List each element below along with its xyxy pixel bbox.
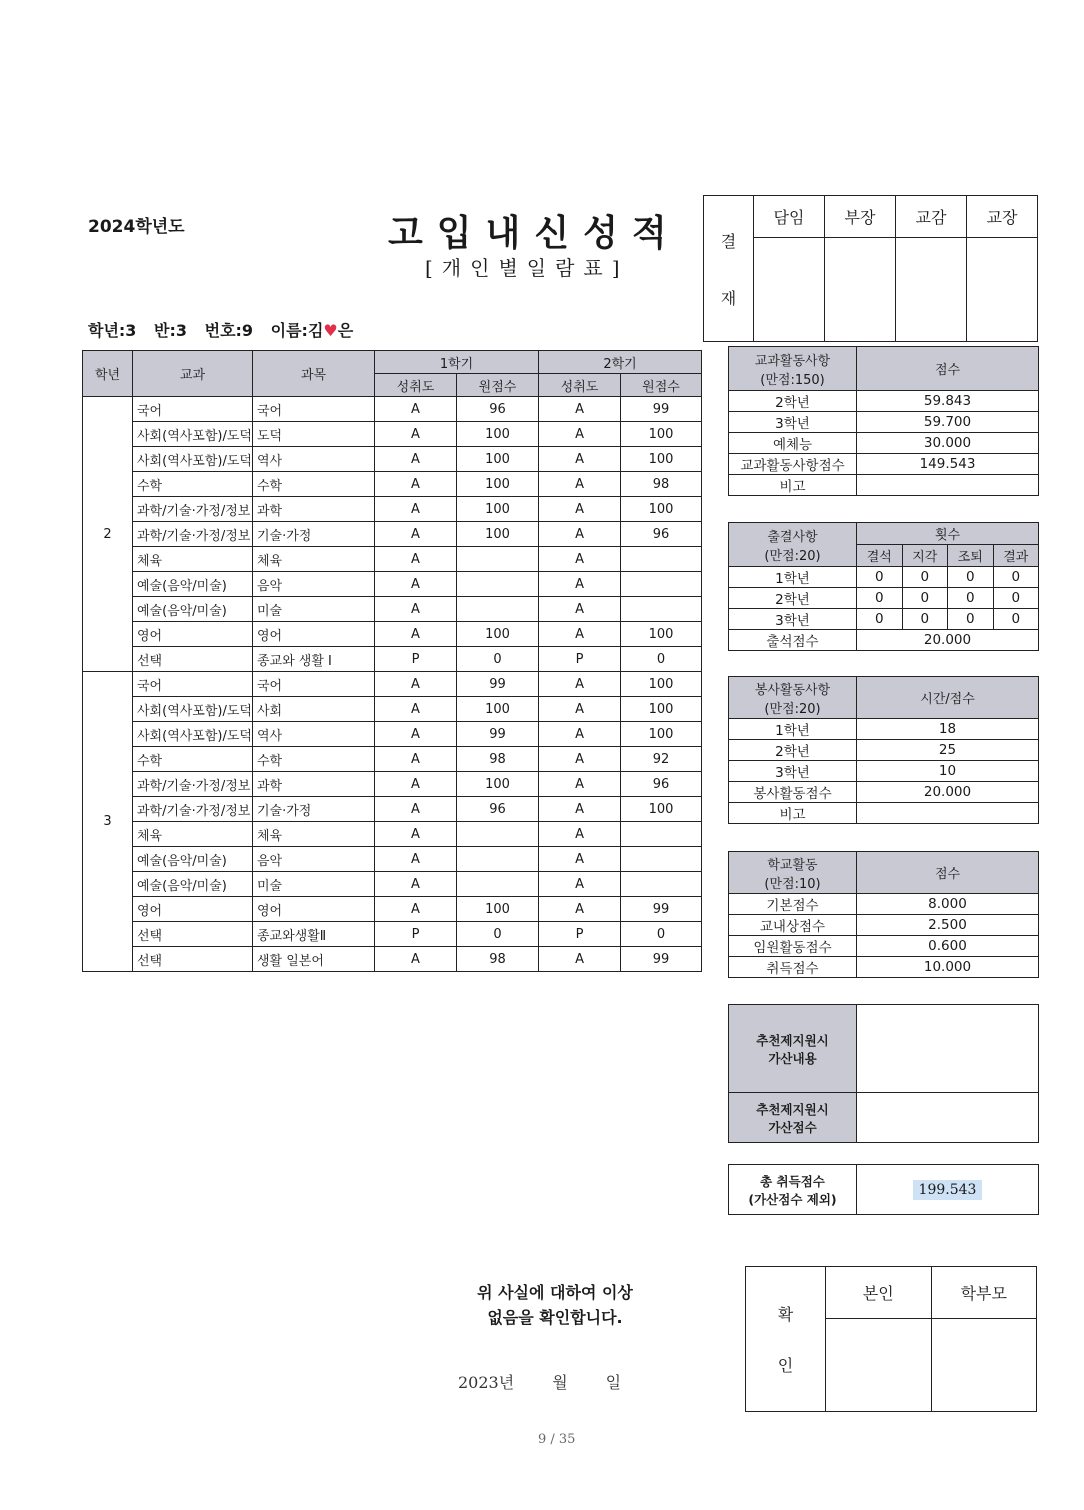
attendance-count: 0 (857, 588, 903, 609)
volunteer-row (729, 740, 1039, 761)
bonus-score-label: 추천제지원시 가산점수 (729, 1093, 857, 1143)
sem2-raw-score: 100 (621, 697, 702, 722)
attendance-count: 0 (948, 588, 994, 609)
sem2-raw-score: 99 (621, 397, 702, 422)
attendance-count: 0 (948, 609, 994, 630)
volunteer-row-value: 25 (857, 740, 1039, 761)
course: 음악 (253, 847, 375, 872)
grade-row (83, 847, 702, 872)
total-value-cell (857, 1165, 1039, 1215)
course: 영어 (253, 897, 375, 922)
school-activity-row (729, 894, 1039, 915)
course: 종교와생활Ⅱ (253, 922, 375, 947)
sem2-achievement: A (539, 672, 621, 697)
approval-role-principal: 교장 (967, 196, 1038, 238)
course: 음악 (253, 572, 375, 597)
attendance-col-absence: 결석 (857, 545, 903, 567)
sem2-raw-score: 100 (621, 422, 702, 447)
course: 기술·가정 (253, 522, 375, 547)
total-label: 총 취득점수 (가산점수 제외) (729, 1165, 857, 1215)
sem2-raw-score: 99 (621, 897, 702, 922)
sem2-achievement: A (539, 822, 621, 847)
subject-activity-row-label: 예체능 (729, 433, 857, 454)
grade-year-label: 3 (83, 672, 133, 972)
school-activity-row (729, 957, 1039, 978)
course: 체육 (253, 547, 375, 572)
sem1-raw-score: 100 (457, 772, 539, 797)
sem1-raw-score: 100 (457, 622, 539, 647)
course: 미술 (253, 872, 375, 897)
sem1-achievement: A (375, 672, 457, 697)
volunteer-row (729, 803, 1039, 824)
sem1-achievement: A (375, 497, 457, 522)
sem1-achievement: P (375, 922, 457, 947)
attendance-title: 출결사항 (만점:20) (729, 523, 857, 567)
grade-row (83, 572, 702, 597)
subject-activity-row (729, 391, 1039, 412)
subject-activity-row-label: 교과활동사항점수 (729, 454, 857, 475)
school-activity-row-value: 8.000 (857, 894, 1039, 915)
grade-row (83, 672, 702, 697)
sem1-achievement: A (375, 847, 457, 872)
sem1-achievement: P (375, 647, 457, 672)
confirmation-label: 확 인 (746, 1267, 826, 1412)
attendance-row-label: 1학년 (729, 567, 857, 588)
sem1-achievement: A (375, 797, 457, 822)
subject-group: 체육 (133, 547, 253, 572)
bonus-score-value (857, 1093, 1039, 1143)
sem1-achievement: A (375, 597, 457, 622)
school-activity-header: 점수 (857, 852, 1039, 894)
grade-row (83, 922, 702, 947)
sem1-raw-score: 96 (457, 397, 539, 422)
sem2-raw-score (621, 597, 702, 622)
volunteer-header: 시간/점수 (857, 677, 1039, 719)
school-activity-table (728, 851, 1039, 978)
sem2-raw-score: 96 (621, 522, 702, 547)
subject-activity-title: 교과활동사항 (만점:150) (729, 347, 857, 391)
subject-group: 예술(음악/미술) (133, 597, 253, 622)
sem2-raw-score (621, 572, 702, 597)
sem1-raw-score: 0 (457, 922, 539, 947)
sem1-achievement: A (375, 722, 457, 747)
volunteer-row-label: 봉사활동점수 (729, 782, 857, 803)
sem2-achievement: P (539, 922, 621, 947)
header-achievement: 성취도 (375, 374, 457, 397)
attendance-col-early-leave: 조퇴 (948, 545, 994, 567)
attendance-col-late: 지각 (902, 545, 948, 567)
sem2-raw-score (621, 822, 702, 847)
sem2-raw-score (621, 547, 702, 572)
grade-row (83, 947, 702, 972)
confirmation-box (745, 1266, 1037, 1412)
sem1-raw-score: 100 (457, 472, 539, 497)
sem1-achievement: A (375, 572, 457, 597)
school-activity-row-value: 0.600 (857, 936, 1039, 957)
subject-activity-row (729, 433, 1039, 454)
sem1-achievement: A (375, 447, 457, 472)
course: 생활 일본어 (253, 947, 375, 972)
grade-row (83, 647, 702, 672)
attendance-count-header: 횟수 (857, 523, 1039, 545)
course: 미술 (253, 597, 375, 622)
volunteer-row (729, 719, 1039, 740)
sem2-achievement: A (539, 797, 621, 822)
sem2-achievement: A (539, 722, 621, 747)
sem2-achievement: A (539, 597, 621, 622)
subject-group: 선택 (133, 922, 253, 947)
sem2-achievement: A (539, 697, 621, 722)
sem1-achievement: A (375, 822, 457, 847)
sem2-achievement: A (539, 947, 621, 972)
student-class: 반:3 (154, 321, 188, 340)
subject-group: 영어 (133, 622, 253, 647)
school-activity-row-label: 임원활동점수 (729, 936, 857, 957)
subject-group: 과학/기술·가정/정보 (133, 772, 253, 797)
sem2-raw-score: 100 (621, 722, 702, 747)
header-achievement: 성취도 (539, 374, 621, 397)
volunteer-row (729, 761, 1039, 782)
grade-row (83, 497, 702, 522)
sem1-raw-score: 100 (457, 697, 539, 722)
sem1-raw-score (457, 572, 539, 597)
sem2-raw-score: 100 (621, 622, 702, 647)
school-activity-row-label: 취득점수 (729, 957, 857, 978)
sem1-raw-score: 100 (457, 897, 539, 922)
attendance-row-label: 2학년 (729, 588, 857, 609)
subject-group: 수학 (133, 747, 253, 772)
grade-row (83, 797, 702, 822)
sem1-raw-score: 99 (457, 672, 539, 697)
subject-group: 사회(역사포함)/도덕 (133, 722, 253, 747)
sem1-raw-score: 99 (457, 722, 539, 747)
volunteer-row-label: 2학년 (729, 740, 857, 761)
school-activity-row-value: 2.500 (857, 915, 1039, 936)
attendance-total-label: 출석점수 (729, 630, 857, 651)
sem1-raw-score: 98 (457, 747, 539, 772)
sem2-achievement: A (539, 422, 621, 447)
sem1-achievement: A (375, 747, 457, 772)
approval-label: 결 재 (704, 196, 754, 342)
student-number: 번호:9 (204, 321, 254, 340)
attendance-col-result: 결과 (993, 545, 1039, 567)
sem2-achievement: A (539, 897, 621, 922)
signature-parent-cell (931, 1319, 1037, 1412)
grade-row (83, 622, 702, 647)
course: 국어 (253, 397, 375, 422)
attendance-count: 0 (857, 609, 903, 630)
subject-group: 예술(음악/미술) (133, 847, 253, 872)
sem1-raw-score: 100 (457, 422, 539, 447)
grade-row (83, 472, 702, 497)
attendance-row (729, 588, 1039, 609)
sem2-raw-score: 0 (621, 647, 702, 672)
sem1-achievement: A (375, 522, 457, 547)
header-semester-1: 1학기 (375, 351, 539, 374)
subject-group: 영어 (133, 897, 253, 922)
subject-group: 사회(역사포함)/도덕 (133, 447, 253, 472)
sem2-raw-score: 96 (621, 772, 702, 797)
sem2-achievement: A (539, 497, 621, 522)
subject-group: 과학/기술·가정/정보 (133, 497, 253, 522)
sem1-raw-score: 0 (457, 647, 539, 672)
attendance-count: 0 (993, 609, 1039, 630)
grades-table (82, 350, 702, 972)
volunteer-table (728, 676, 1039, 824)
sem2-raw-score: 100 (621, 797, 702, 822)
subject-group: 사회(역사포함)/도덕 (133, 697, 253, 722)
volunteer-row-value: 20.000 (857, 782, 1039, 803)
attendance-row (729, 567, 1039, 588)
course: 기술·가정 (253, 797, 375, 822)
sem1-achievement: A (375, 622, 457, 647)
sem2-achievement: A (539, 397, 621, 422)
sem2-achievement: A (539, 847, 621, 872)
sem1-raw-score: 100 (457, 447, 539, 472)
sem1-achievement: A (375, 872, 457, 897)
subject-group: 예술(음악/미술) (133, 572, 253, 597)
subject-group: 국어 (133, 397, 253, 422)
sem1-achievement: A (375, 547, 457, 572)
subject-group: 예술(음악/미술) (133, 872, 253, 897)
total-table (728, 1164, 1039, 1215)
school-year: 2024학년도 (88, 217, 185, 237)
sem2-raw-score: 100 (621, 447, 702, 472)
sem1-raw-score: 100 (457, 522, 539, 547)
sem1-achievement: A (375, 897, 457, 922)
sem2-achievement: A (539, 547, 621, 572)
sem2-raw-score: 0 (621, 922, 702, 947)
subject-activity-score-header: 점수 (857, 347, 1039, 391)
page-title: 고입내신성적 (388, 212, 681, 254)
subject-activity-row-value (857, 475, 1039, 496)
sem1-achievement: A (375, 947, 457, 972)
grade-row (83, 547, 702, 572)
course: 수학 (253, 472, 375, 497)
course: 도덕 (253, 422, 375, 447)
grade-row (83, 872, 702, 897)
grade-row (83, 447, 702, 472)
school-activity-row (729, 936, 1039, 957)
volunteer-row-label: 1학년 (729, 719, 857, 740)
sem2-raw-score: 98 (621, 472, 702, 497)
subject-activity-row (729, 412, 1039, 433)
approval-role-homeroom: 담임 (754, 196, 825, 238)
course: 과학 (253, 497, 375, 522)
approval-signature-cell (754, 238, 825, 342)
confirmation-statement: 위 사실에 대하여 이상 없음을 확인합니다. (477, 1283, 633, 1327)
attendance-count: 0 (993, 588, 1039, 609)
sem2-achievement: P (539, 647, 621, 672)
sem1-achievement: A (375, 697, 457, 722)
heart-icon: ♥ (323, 321, 338, 340)
confirmation-self: 본인 (826, 1267, 932, 1319)
volunteer-row-value: 10 (857, 761, 1039, 782)
attendance-count: 0 (857, 567, 903, 588)
attendance-count: 0 (948, 567, 994, 588)
subject-group: 체육 (133, 822, 253, 847)
student-info (88, 318, 353, 341)
school-activity-row-label: 교내상점수 (729, 915, 857, 936)
sem1-raw-score (457, 872, 539, 897)
total-value: 199.543 (913, 1180, 983, 1200)
sem1-raw-score: 100 (457, 497, 539, 522)
sem2-raw-score (621, 847, 702, 872)
approval-signature-cell (896, 238, 967, 342)
sem1-raw-score (457, 822, 539, 847)
grade-year-label: 2 (83, 397, 133, 672)
sem1-raw-score (457, 597, 539, 622)
sem2-achievement: A (539, 572, 621, 597)
subject-group: 국어 (133, 672, 253, 697)
sem2-achievement: A (539, 872, 621, 897)
subject-group: 선택 (133, 647, 253, 672)
approval-box (703, 195, 1038, 342)
school-activity-row-label: 기본점수 (729, 894, 857, 915)
subject-activity-row-value: 59.843 (857, 391, 1039, 412)
sem1-achievement: A (375, 397, 457, 422)
sem1-raw-score: 96 (457, 797, 539, 822)
subject-group: 과학/기술·가정/정보 (133, 522, 253, 547)
grade-row (83, 897, 702, 922)
bonus-table (728, 1004, 1039, 1143)
course: 국어 (253, 672, 375, 697)
attendance-count: 0 (902, 609, 948, 630)
attendance-total-value: 20.000 (857, 630, 1039, 651)
page-number: 9 / 35 (538, 1432, 576, 1447)
sem2-achievement: A (539, 472, 621, 497)
attendance-row (729, 609, 1039, 630)
course: 역사 (253, 722, 375, 747)
grade-row (83, 422, 702, 447)
grade-row (83, 597, 702, 622)
header-course: 과목 (253, 351, 375, 397)
attendance-count: 0 (902, 588, 948, 609)
subject-activity-row-value: 30.000 (857, 433, 1039, 454)
grade-row (83, 522, 702, 547)
school-activity-title: 학교활동 (만점:10) (729, 852, 857, 894)
attendance-table (728, 522, 1039, 651)
approval-role-vice-principal: 교감 (896, 196, 967, 238)
subject-activity-row (729, 454, 1039, 475)
volunteer-row-label: 3학년 (729, 761, 857, 782)
grade-row (83, 772, 702, 797)
grade-row (83, 697, 702, 722)
course: 사회 (253, 697, 375, 722)
subject-activity-row-value: 59.700 (857, 412, 1039, 433)
header-semester-2: 2학기 (539, 351, 702, 374)
school-activity-row (729, 915, 1039, 936)
sem1-achievement: A (375, 772, 457, 797)
sem1-raw-score: 98 (457, 947, 539, 972)
header-raw-score: 원점수 (621, 374, 702, 397)
school-activity-row-value: 10.000 (857, 957, 1039, 978)
grade-row (83, 747, 702, 772)
approval-signature-cell (825, 238, 896, 342)
header-raw-score: 원점수 (457, 374, 539, 397)
volunteer-row (729, 782, 1039, 803)
sem2-achievement: A (539, 747, 621, 772)
sem2-raw-score: 100 (621, 672, 702, 697)
attendance-count: 0 (902, 567, 948, 588)
course: 과학 (253, 772, 375, 797)
bonus-content-value (857, 1005, 1039, 1093)
attendance-row-label: 3학년 (729, 609, 857, 630)
sem2-achievement: A (539, 522, 621, 547)
volunteer-row-value: 18 (857, 719, 1039, 740)
sem1-raw-score (457, 847, 539, 872)
volunteer-row-label: 비고 (729, 803, 857, 824)
course: 체육 (253, 822, 375, 847)
grade-row (83, 722, 702, 747)
subject-activity-row-value: 149.543 (857, 454, 1039, 475)
page-subtitle: [개인별일람표] (425, 256, 629, 280)
course: 수학 (253, 747, 375, 772)
sem2-raw-score: 92 (621, 747, 702, 772)
header-grade: 학년 (83, 351, 133, 397)
subject-activity-row-label: 3학년 (729, 412, 857, 433)
confirmation-parent: 학부모 (931, 1267, 1037, 1319)
signature-self-cell (826, 1319, 932, 1412)
sem2-achievement: A (539, 622, 621, 647)
course: 역사 (253, 447, 375, 472)
student-name: 이름:김♥은 (270, 321, 354, 340)
subject-activity-row-label: 2학년 (729, 391, 857, 412)
volunteer-title: 봉사활동사항 (만점:20) (729, 677, 857, 719)
sem1-raw-score (457, 547, 539, 572)
sem2-achievement: A (539, 447, 621, 472)
approval-role-head: 부장 (825, 196, 896, 238)
attendance-count: 0 (993, 567, 1039, 588)
confirmation-date: 2023년 월 일 (458, 1373, 622, 1392)
grade-row (83, 397, 702, 422)
sem1-achievement: A (375, 422, 457, 447)
sem2-raw-score: 100 (621, 497, 702, 522)
subject-group: 선택 (133, 947, 253, 972)
grade-row (83, 822, 702, 847)
bonus-content-label: 추천제지원시 가산내용 (729, 1005, 857, 1093)
sem2-achievement: A (539, 772, 621, 797)
sem1-achievement: A (375, 472, 457, 497)
subject-activity-row (729, 475, 1039, 496)
sem2-raw-score: 99 (621, 947, 702, 972)
course: 영어 (253, 622, 375, 647)
subject-group: 수학 (133, 472, 253, 497)
subject-activity-table (728, 346, 1039, 496)
subject-group: 사회(역사포함)/도덕 (133, 422, 253, 447)
header-subject-group: 교과 (133, 351, 253, 397)
course: 종교와 생활 I (253, 647, 375, 672)
sem2-raw-score (621, 872, 702, 897)
subject-activity-row-label: 비고 (729, 475, 857, 496)
student-grade: 학년:3 (88, 321, 137, 340)
approval-signature-cell (967, 238, 1038, 342)
volunteer-row-value (857, 803, 1039, 824)
subject-group: 과학/기술·가정/정보 (133, 797, 253, 822)
